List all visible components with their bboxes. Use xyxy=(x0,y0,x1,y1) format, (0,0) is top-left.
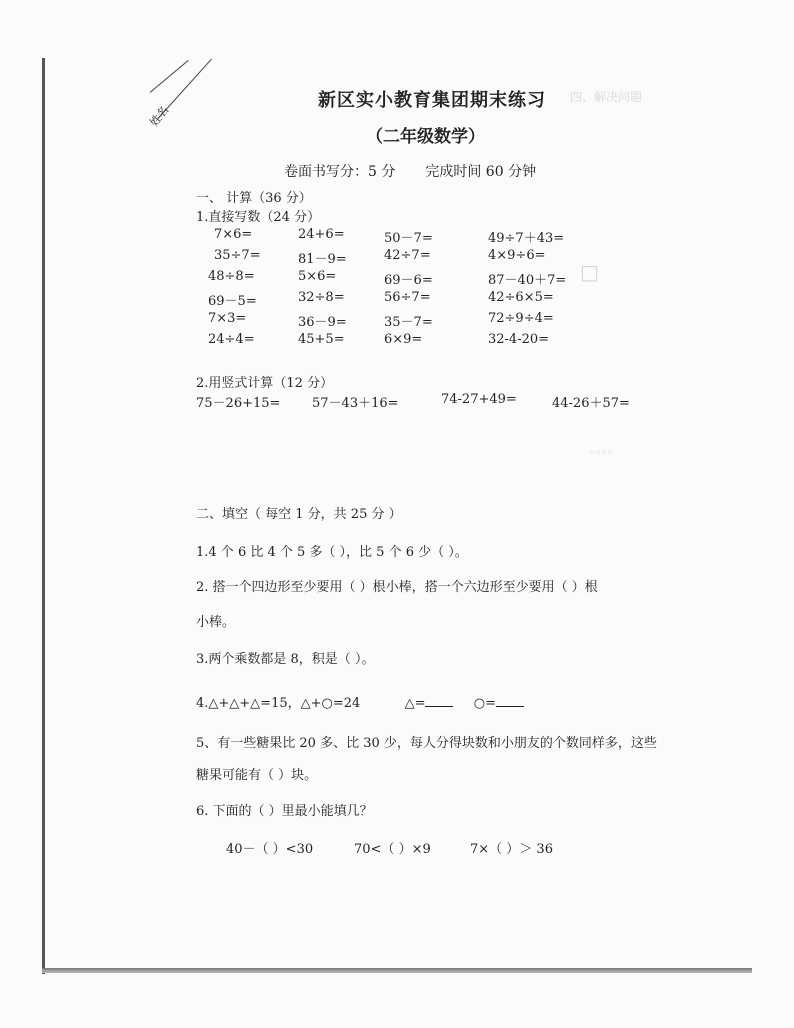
calc-item: 87－40＋7= xyxy=(488,273,567,288)
answer-blank[interactable] xyxy=(425,694,453,707)
section2-heading: 二、填空（ 每空 1 分，共 25 分 ） xyxy=(196,507,402,522)
question-6-item: 7×（ ）＞ 36 xyxy=(470,842,553,857)
calc-item: 35÷7= xyxy=(214,248,261,263)
vertical-calc-item: 75－26+15= xyxy=(196,396,281,411)
calc-item: 24+6= xyxy=(298,227,345,242)
calc-item: 45+5= xyxy=(298,332,345,347)
calc-item: 42÷6×5= xyxy=(488,290,554,305)
question-6-item: 70<（ ）×9 xyxy=(354,842,431,857)
name-label: 姓名 xyxy=(147,103,172,129)
question-2-line2: 小棒。 xyxy=(196,615,236,630)
calc-item: 6×9= xyxy=(384,332,423,347)
show-through: 。。。。 xyxy=(590,442,621,456)
question-6: 6. 下面的（ ）里最小能填几？ xyxy=(196,804,373,819)
calc-item: 69－5= xyxy=(208,294,257,309)
question-1: 1.4 个 6 比 4 个 5 多（ ），比 5 个 6 少（ ）。 xyxy=(196,545,468,560)
question-4 xyxy=(196,692,524,711)
calc-item: 50－7= xyxy=(384,231,433,246)
scan-edge-bottom xyxy=(42,968,752,973)
show-through: 四、解决问题 xyxy=(570,90,643,104)
margin-line xyxy=(150,60,189,93)
answer-blank[interactable] xyxy=(496,694,524,707)
calc-item: 35－7= xyxy=(384,315,433,330)
calc-item: 24÷4= xyxy=(208,332,255,347)
calc-item: 7×6= xyxy=(214,227,253,242)
section1-heading: 一、 计算（36 分） xyxy=(196,191,312,206)
calc-item: 81－9= xyxy=(298,252,347,267)
question-5-line2: 糖果可能有（ ）块。 xyxy=(196,768,318,783)
question-6-item: 40－（ ）<30 xyxy=(226,842,314,857)
exam-title: 新区实小教育集团期末练习 xyxy=(318,90,546,111)
calc-item: 48÷8= xyxy=(208,269,255,284)
exam-subtitle: （二年级数学） xyxy=(366,127,485,147)
calc-item: 69－6= xyxy=(384,273,433,288)
score-note: 卷面书写分：5 分 xyxy=(284,164,396,180)
calc-item: 32÷8= xyxy=(298,290,345,305)
calc-item: 49÷7＋43= xyxy=(488,231,565,246)
calc-item: 5×6= xyxy=(298,269,337,284)
calc-item: 4×9÷6= xyxy=(488,248,546,263)
calc-item: 36－9= xyxy=(298,315,347,330)
show-through: □ xyxy=(580,260,599,284)
calc-item: 7×3= xyxy=(208,311,247,326)
question-4-text: 4.△+△+△=15，△+○=24 xyxy=(196,696,361,711)
part1-heading: 1.直接写数（24 分） xyxy=(196,210,321,225)
vertical-calc-item: 44-26＋57= xyxy=(552,396,630,411)
question-4-triangle-label: △= xyxy=(404,696,426,711)
question-2-line1: 2. 搭一个四边形至少要用（ ）根小棒，搭一个六边形至少要用（ ）根 xyxy=(196,580,598,595)
calc-item: 32-4-20= xyxy=(488,332,550,347)
exam-meta xyxy=(284,161,536,181)
vertical-calc-item: 74-27+49= xyxy=(441,392,517,407)
calc-item: 72÷9÷4= xyxy=(488,311,554,326)
question-4-circle-label: ○= xyxy=(473,696,496,711)
scan-edge-left xyxy=(42,58,45,974)
part2-heading: 2.用竖式计算（12 分） xyxy=(196,376,334,391)
vertical-calc-item: 57－43＋16= xyxy=(312,396,399,411)
question-5-line1: 5、有一些糖果比 20 多、比 30 少，每人分得块数和小朋友的个数同样多，这些 xyxy=(196,736,657,751)
calc-item: 56÷7= xyxy=(384,290,431,305)
time-note: 完成时间 60 分钟 xyxy=(425,164,537,180)
calc-item: 42÷7= xyxy=(384,248,431,263)
question-3: 3.两个乘数都是 8，积是（ ）。 xyxy=(196,652,375,667)
